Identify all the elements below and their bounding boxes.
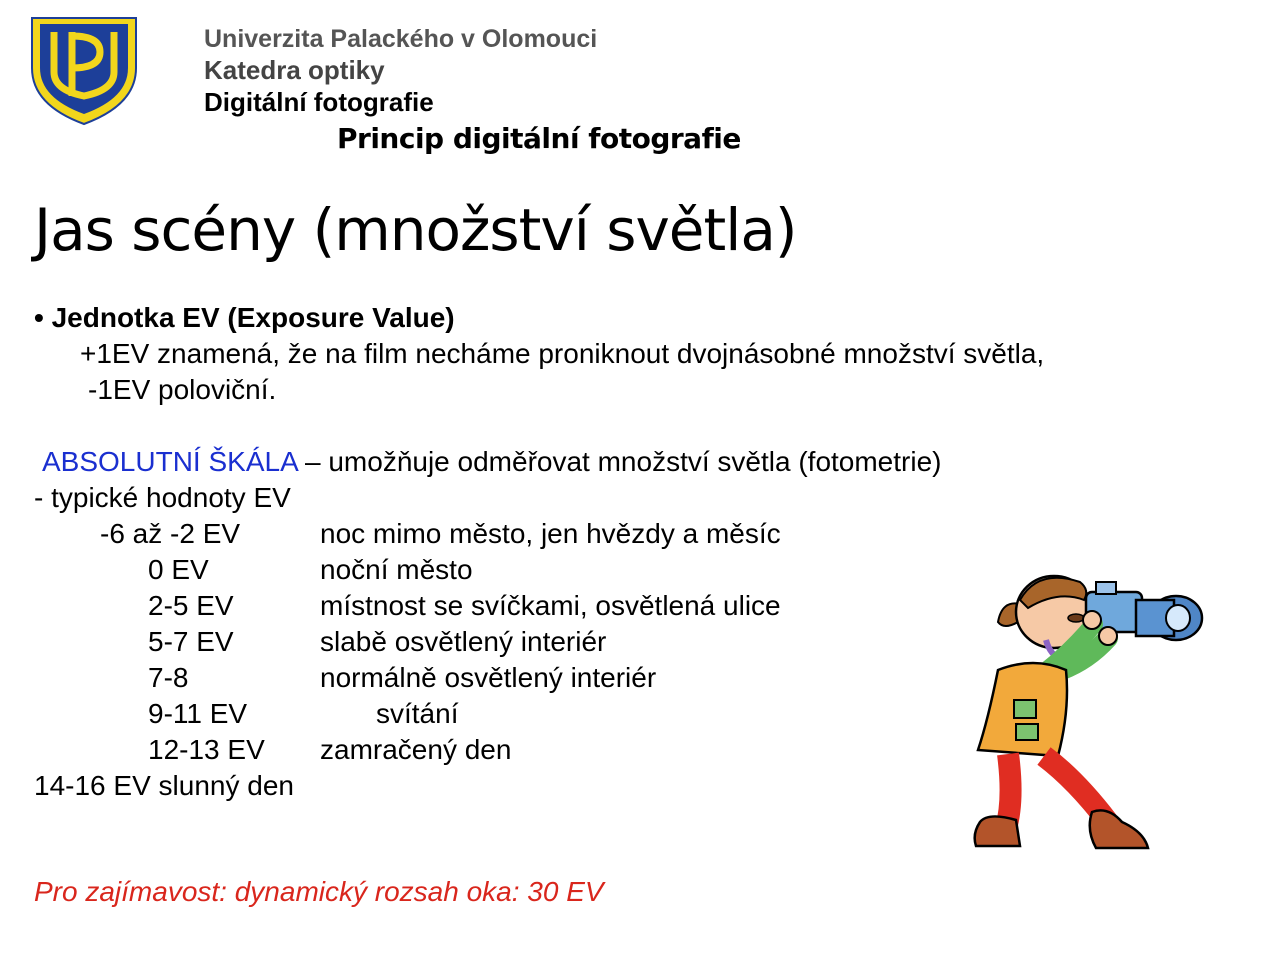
slide-title: Jas scény (množství světla) bbox=[34, 196, 797, 264]
ev-explanation-minus: -1EV poloviční. bbox=[88, 374, 277, 405]
ev-range: 12-13 EV bbox=[148, 734, 265, 765]
ev-description: slabě osvětlený interiér bbox=[320, 626, 607, 657]
absolute-scale-text: – umožňuje odměřovat množství světla (fotometrie) bbox=[297, 446, 942, 477]
fun-fact-note: Pro zajímavost: dynamický rozsah oka: 30 EV bbox=[34, 876, 604, 907]
ev-heading-text: Jednotka EV (Exposure Value) bbox=[51, 302, 455, 333]
ev-description: svítání bbox=[376, 698, 459, 729]
ev-description: normálně osvětlený interiér bbox=[320, 662, 657, 693]
ev-range: -6 až -2 EV bbox=[100, 518, 241, 549]
course-name: Digitální fotografie bbox=[204, 87, 434, 117]
ev-explanation-plus: +1EV znamená, že na film necháme proniknout dvojnásobné množství světla, bbox=[80, 338, 1045, 369]
typical-values-heading: - typické hodnoty EV bbox=[34, 482, 291, 513]
university-name: Univerzita Palackého v Olomouci bbox=[204, 25, 598, 53]
ev-description: noc mimo město, jen hvězdy a měsíc bbox=[320, 518, 781, 549]
department-name: Katedra optiky bbox=[204, 55, 385, 85]
absolute-scale-line bbox=[42, 444, 941, 480]
ev-range: 5-7 EV bbox=[148, 626, 234, 657]
ev-description: noční město bbox=[320, 554, 473, 585]
university-logo-icon bbox=[26, 10, 142, 128]
ev-range: 0 EV bbox=[148, 554, 209, 585]
ev-range: 7-8 bbox=[148, 662, 189, 693]
ev-range: 9-11 EV bbox=[148, 698, 248, 729]
ev-description: místnost se svíčkami, osvětlená ulice bbox=[320, 590, 781, 621]
photographer-cartoon-icon bbox=[958, 560, 1210, 860]
topic-title: Princip digitální fotografie bbox=[337, 122, 741, 155]
ev-heading bbox=[34, 300, 455, 336]
absolute-scale-label: ABSOLUTNÍ ŠKÁLA bbox=[42, 446, 298, 477]
ev-description: zamračený den bbox=[320, 734, 512, 765]
bullet-mark: • bbox=[34, 302, 44, 333]
ev-last-value: 14-16 EV slunný den bbox=[34, 770, 294, 801]
ev-range: 2-5 EV bbox=[148, 590, 234, 621]
